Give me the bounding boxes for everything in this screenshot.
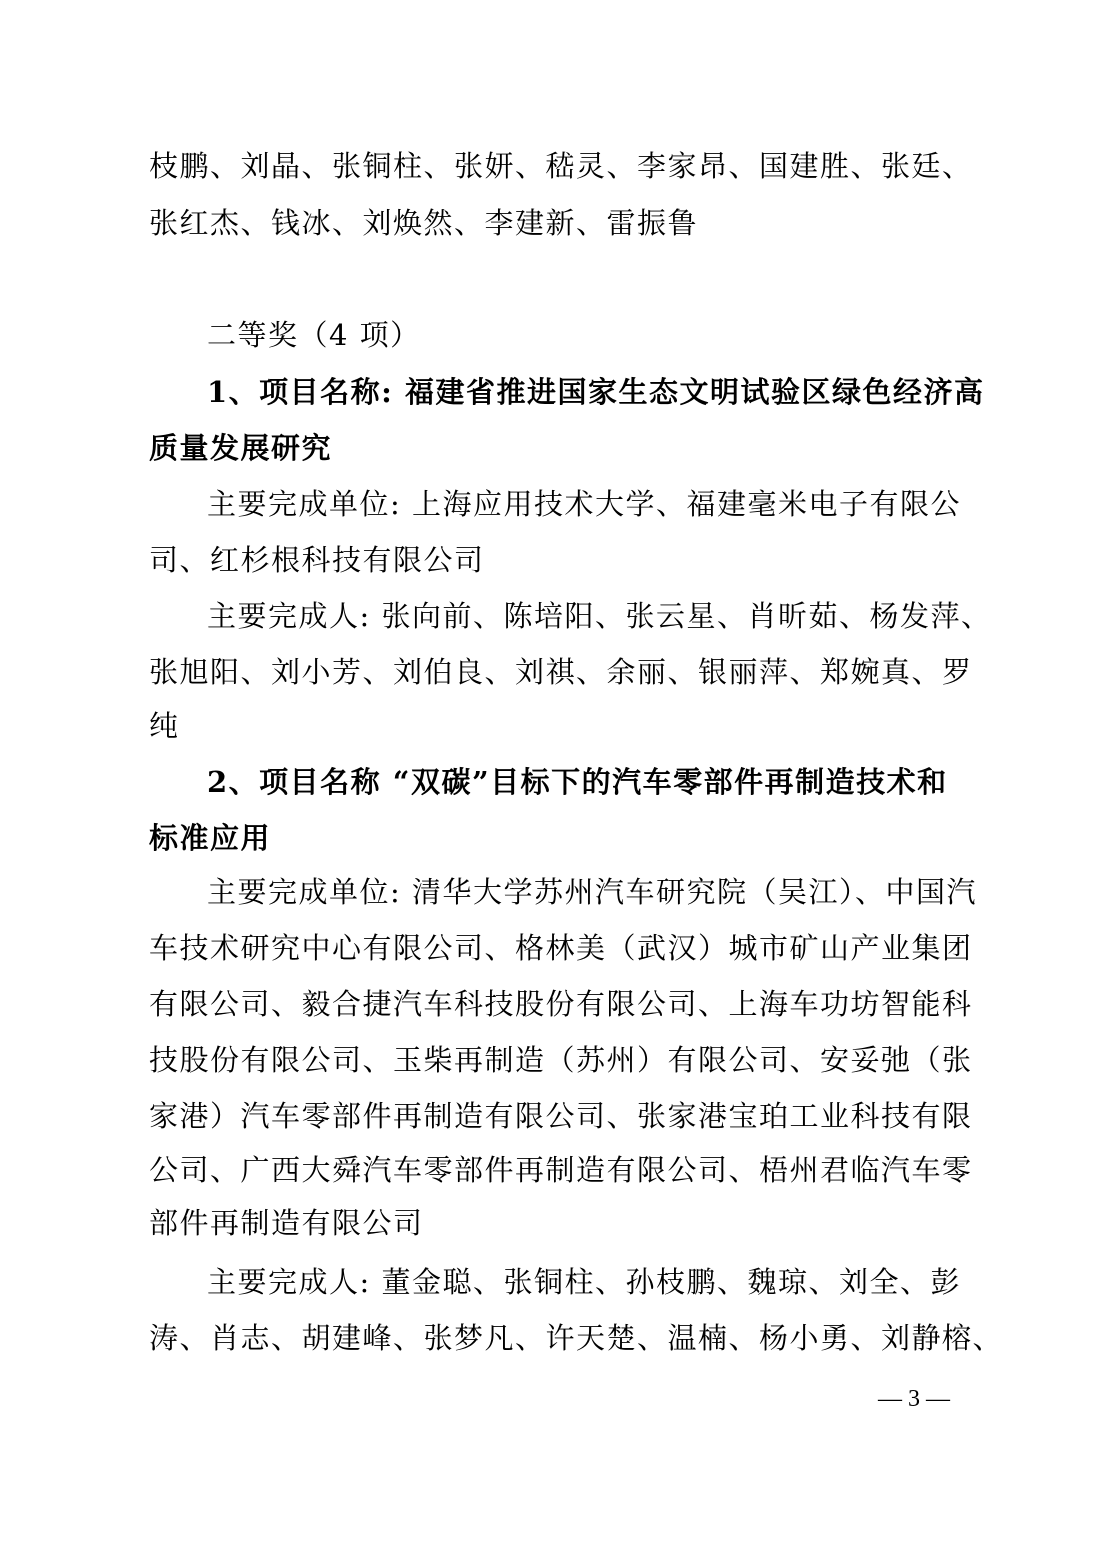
project1-units-line-1: 主要完成单位: 上海应用技术大学、福建毫米电子有限公 xyxy=(207,487,961,521)
project2-units-line-6: 公司、广西大舜汽车零部件再制造有限公司、梧州君临汽车零 xyxy=(149,1153,973,1187)
project1-people-line-2: 张旭阳、刘小芳、刘伯良、刘祺、余丽、银丽萍、郑婉真、罗 xyxy=(149,655,973,689)
project2-units-line-2: 车技术研究中心有限公司、格林美（武汉）城市矿山产业集团 xyxy=(149,931,973,965)
page-number: — 3 — xyxy=(878,1386,950,1412)
section-heading: 二等奖（4 项） xyxy=(207,318,421,352)
project2-title-line-2: 标准应用 xyxy=(149,821,272,855)
continuation-line-1: 枝鹏、刘晶、张铜柱、张妍、嵇灵、李家昂、国建胜、张廷、 xyxy=(149,149,973,183)
project2-title-line-1: 2、项目名称 “双碳”目标下的汽车零部件再制造技术和 xyxy=(207,765,948,799)
project2-units-line-7: 部件再制造有限公司 xyxy=(149,1206,424,1240)
project2-units-line-1: 主要完成单位: 清华大学苏州汽车研究院（吴江）、中国汽 xyxy=(207,875,977,909)
project1-units-line-2: 司、红杉根科技有限公司 xyxy=(149,543,485,577)
project1-title-line-1: 1、项目名称: 福建省推进国家生态文明试验区绿色经济高 xyxy=(207,375,985,409)
project1-title-line-2: 质量发展研究 xyxy=(149,431,333,465)
project2-units-line-5: 家港）汽车零部件再制造有限公司、张家港宝珀工业科技有限 xyxy=(149,1099,973,1133)
project2-people-line-1: 主要完成人: 董金聪、张铜柱、孙枝鹏、魏琼、刘全、彭 xyxy=(207,1265,961,1299)
continuation-line-2: 张红杰、钱冰、刘焕然、李建新、雷振鲁 xyxy=(149,206,699,240)
project2-units-line-4: 技股份有限公司、玉柴再制造（苏州）有限公司、安妥弛（张 xyxy=(149,1043,973,1077)
project1-people-line-1: 主要完成人: 张向前、陈培阳、张云星、肖昕茹、杨发萍、 xyxy=(207,599,992,633)
project1-people-line-3: 纯 xyxy=(149,709,180,743)
project2-people-line-2: 涛、肖志、胡建峰、张梦凡、许天楚、温楠、杨小勇、刘静榕、 xyxy=(149,1321,1004,1355)
project2-units-line-3: 有限公司、毅合捷汽车科技股份有限公司、上海车功坊智能科 xyxy=(149,987,973,1021)
